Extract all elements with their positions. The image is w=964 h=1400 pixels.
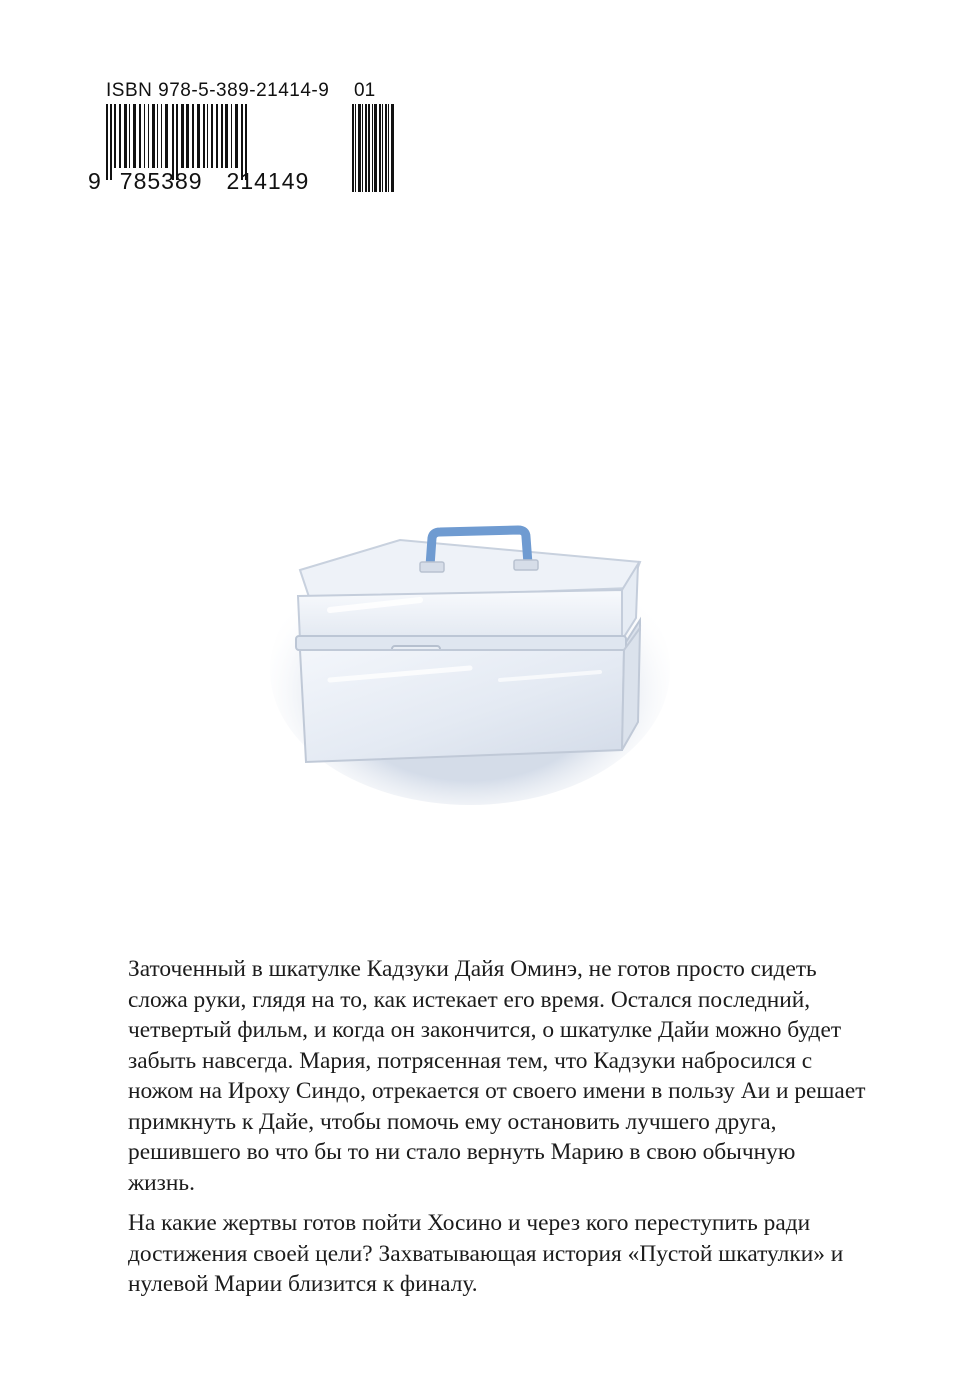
addon-bar [365,104,367,192]
addon-bar [388,104,389,192]
barcode-bar [197,104,200,168]
barcode-bar [161,104,162,168]
barcode-bar [144,104,145,168]
ean-lead-digit: 9 [88,168,102,194]
addon-bar [385,104,387,192]
barcode-bar [216,104,218,168]
barcode-bar [119,104,121,168]
barcode-bar [148,104,149,168]
addon-bar [372,104,373,192]
ean-digits [88,168,309,195]
barcode-bar [186,104,189,168]
barcode-bar [133,104,136,168]
barcode-bar [235,104,238,168]
barcode-bar [181,104,184,168]
blurb-paragraph-2: На какие жертвы готов пойти Хосино и через кого переступить ради достижения своей цели? Захватывающая история «Пустой шкатулки» и нулевой Марии близится к финалу. [128,1210,844,1297]
barcode-bar [152,104,155,168]
barcode-bar [157,104,158,168]
ean-group-2: 214149 [226,168,310,194]
addon-bar [391,104,394,192]
barcode-bar [221,104,223,168]
addon-bar [362,104,363,192]
barcode-bar [124,104,127,168]
barcode-bar [203,104,205,168]
barcode-bar [165,104,168,168]
addon-bar [379,104,381,192]
addon-bar [352,104,354,192]
barcode-bar [139,104,141,168]
addon-bar [368,104,370,192]
barcode-bar [207,104,208,168]
clear-plastic-box-icon [270,500,670,810]
blurb-paragraph-1: Заточенный в шкатулке Кадзуки Дайя Оминэ, не готов просто сидеть сложа руки, глядя на то, как истекает его время. Остался последний, четвертый фильм, и когда он закончится, о шкатулке Дайи можно будет забыть навсегда. Мария, потрясенная тем, что Кадзуки набросился с ножом на Ироху Синдо, отрекается от своего имени в пользу Аи и решает примкнуть к Дайе, чтобы помочь ему остановить лучшего друга, решившего во что бы то ни стало вернуть Марию в свою обычную жизнь. [128,956,866,1196]
addon-label: 01 [354,80,376,101]
barcode-bar [114,104,116,168]
addon-bar [374,104,377,192]
barcode-bar [129,104,130,168]
barcode-bar [192,104,194,168]
addon-bar [382,104,383,192]
back-cover-blurb [128,954,868,1310]
ean-group-1: 785389 [119,168,203,194]
addon-bar [358,104,361,192]
isbn-barcode [88,80,394,196]
barcode-bar [231,104,232,168]
barcode-bar [225,104,228,168]
barcode-bar [211,104,213,168]
addon-bar [355,104,356,192]
isbn-label: ISBN 978-5-389-21414-9 [106,80,330,101]
clear-box-illustration [270,500,670,810]
